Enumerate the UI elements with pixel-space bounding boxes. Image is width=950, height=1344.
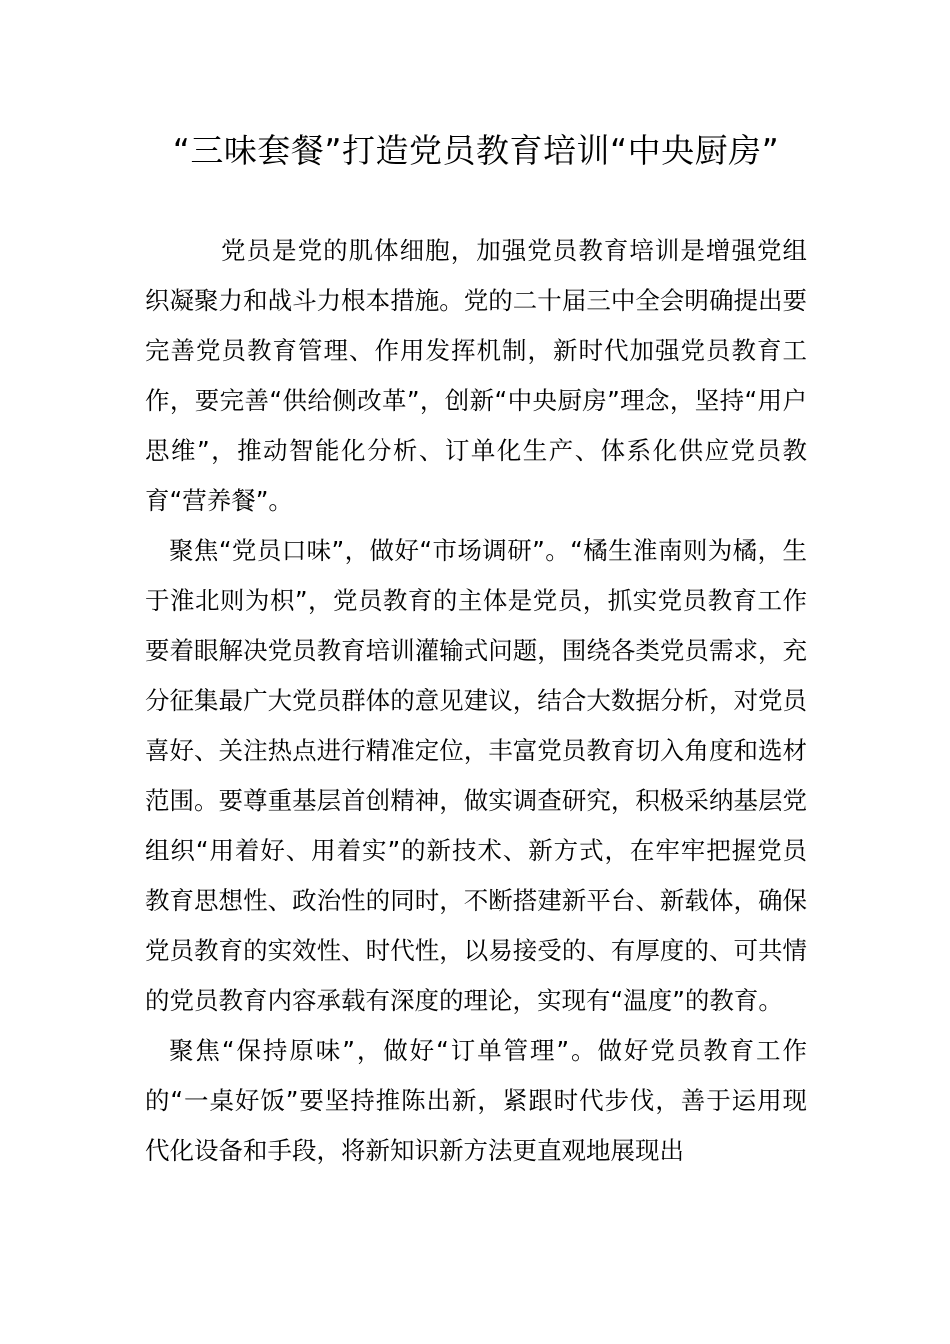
document-body bbox=[145, 226, 807, 1176]
paragraph-intro: 党员是党的肌体细胞，加强党员教育培训是增强党组织凝聚力和战斗力根本措施。党的二十届三中全会明确提出要完善党员教育管理、作用发挥机制，新时代加强党员教育工作，要完善“供给侧改革”，创新“中央厨房”理念，坚持“用户思维”，推动智能化分析、订单化生产、体系化供应党员教育“营养餐”。 bbox=[145, 236, 807, 515]
document-title: “三味套餐”打造党员教育培训“中央厨房” bbox=[172, 131, 780, 170]
paragraph-original-taste: 聚焦“保持原味”，做好“订单管理”。做好党员教育工作的“一桌好饭”要坚持推陈出新，紧跟时代步伐，善于运用现代化设备和手段，将新知识新方法更直观地展现出 bbox=[145, 1036, 807, 1165]
paragraph-party-taste: 聚焦“党员口味”，做好“市场调研”。“橘生淮南则为橘，生于淮北则为枳”，党员教育的主体是党员，抓实党员教育工作要着眼解决党员教育培训灌输式问题，围绕各类党员需求，充分征集最广大党员群体的意见建议，结合大数据分析，对党员喜好、关注热点进行精准定位，丰富党员教育切入角度和选材范围。要尊重基层首创精神，做实调查研究，积极采纳基层党组织“用着好、用着实”的新技术、新方式，在牢牢把握党员教育思想性、政治性的同时，不断搭建新平台、新载体，确保党员教育的实效性、时代性，以易接受的、有厚度的、可共情的党员教育内容承载有深度的理论，实现有“温度”的教育。 bbox=[145, 536, 807, 1015]
